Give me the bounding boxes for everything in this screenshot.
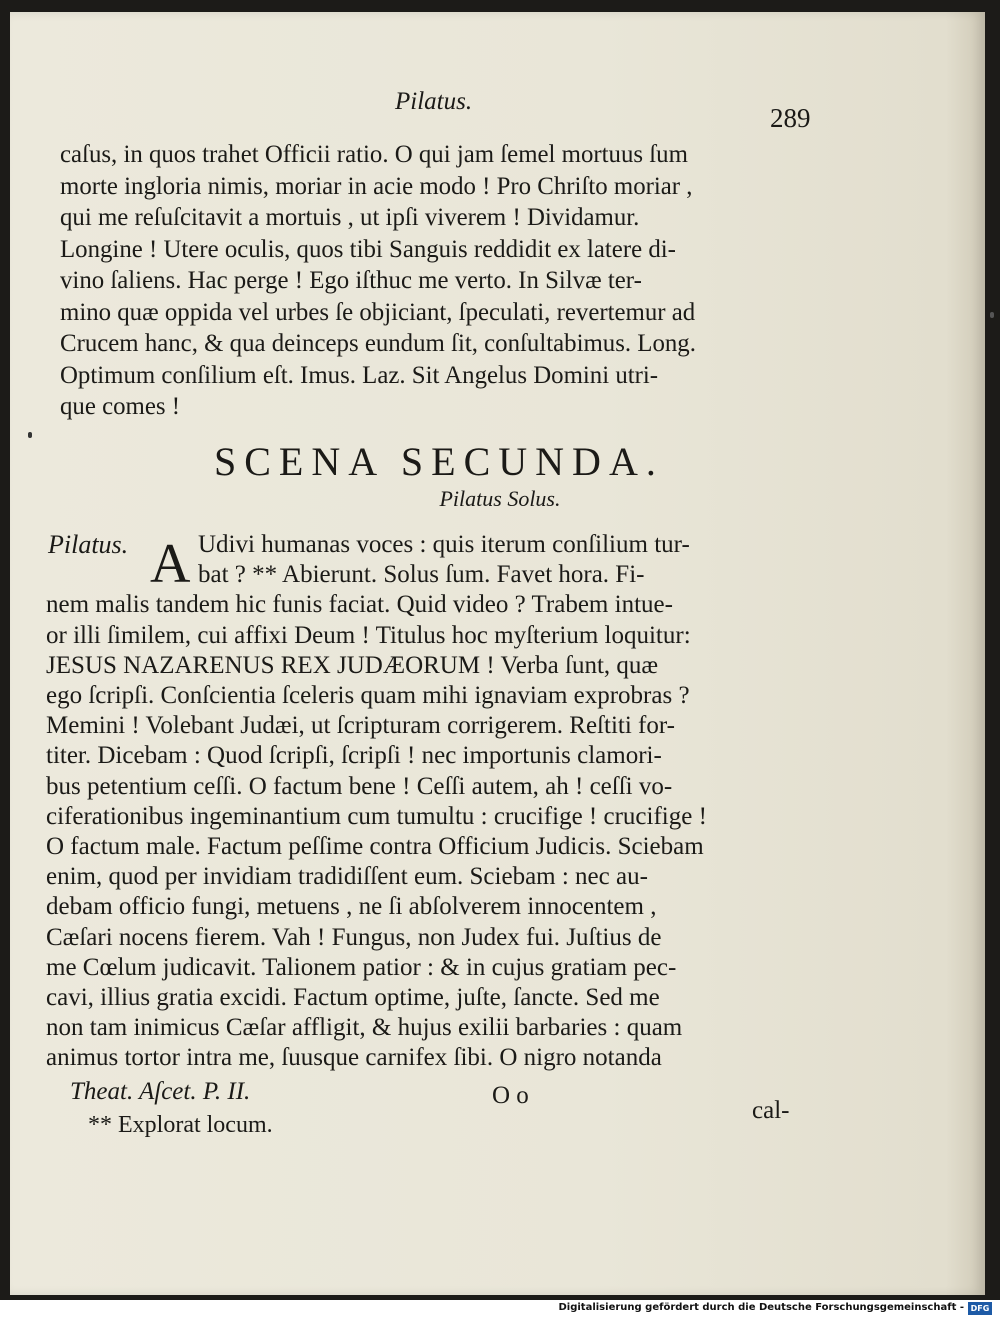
catchword: cal- [752, 1097, 790, 1124]
text-line: qui me reſuſcitavit a mortuis , ut ipſi viverem ! Dividamur. [60, 204, 640, 231]
text-line: Longine ! Utere oculis, quos tibi Sanguis reddidit ex latere di- [60, 235, 676, 263]
text-line: vino ſaliens. Hac perge ! Ego iſthuc me verto. In Silvæ ter- [60, 267, 642, 294]
text-line: Memini ! Volebant Judæi, ut ſcripturam corrigerem. Reſtiti for- [46, 712, 676, 740]
text-line: morte ingloria nimis, moriar in acie modo ! Pro Chriſto moriar , [60, 172, 693, 200]
footer-credit: Digitalisierung gefördert durch die Deutsche Forschungsgemeinschaft - [558, 1302, 964, 1313]
text-line: animus tortor intra me, ſuusque carnifex ſibi. O nigro notanda [46, 1044, 662, 1072]
scene-title: SCENA SECUNDA. [214, 439, 664, 484]
text-line: non tam inimicus Cæſar affligit, & hujus exilii barbaries : quam [46, 1014, 683, 1042]
text-line: bat ? ** Abierunt. Solus ſum. Favet hora. Fi- [198, 561, 645, 589]
text-line: Crucem hanc, & qua deinceps eundum ſit, conſultabimus. Long. [60, 330, 696, 357]
scene-subtitle: Pilatus Solus. [439, 486, 561, 511]
ink-speck [990, 312, 994, 318]
text-line: ego ſcripſi. Conſcientia ſceleris quam mihi ignaviam exprobras ? [46, 682, 690, 709]
drop-cap: A [150, 533, 191, 595]
text-line: mino quæ oppida vel urbes ſe objiciant, ſpeculati, revertemur ad [60, 298, 696, 326]
text-line: que comes ! [60, 393, 181, 420]
speaker-name: Pilatus. [48, 530, 129, 559]
text-line: or illi ſimilem, cui affixi Deum ! Titulus hoc myſterium loquitur: [46, 621, 691, 649]
text-line: cavi, illius gratia excidi. Factum optime, juſte, ſancte. Sed me [46, 984, 660, 1011]
text-line: titer. Dicebam : Quod ſcripſi, ſcripſi ! nec importunis clamori- [46, 742, 662, 770]
page-number: 289 [770, 103, 811, 133]
text-line: enim, quod per invidiam tradidiſſent eum. Sciebam : nec au- [46, 863, 648, 891]
text-line: nem malis tandem hic funis faciat. Quid video ? Trabem intue- [46, 591, 673, 619]
text-line: caſus, in quos trahet Officii ratio. O qui jam ſemel mortuus ſum [60, 141, 688, 168]
text-line: JESUS NAZARENUS REX JUDÆORUM ! Verba ſunt, quæ [46, 651, 659, 679]
text-line: ciferationibus ingeminantium cum tumultu : crucifige ! crucifige ! [46, 802, 707, 830]
footnote: ** Explorat locum. [88, 1112, 273, 1138]
text-line: bus petentium ceſſi. O factum bene ! Ceſſi autem, ah ! ceſſi vo- [46, 772, 673, 800]
text-line: me Cœlum judicavit. Talionem patior : & in cujus gratiam pec- [46, 953, 677, 981]
dfg-logo-icon: DFG [968, 1302, 992, 1315]
text-line: debam officio fungi, metuens , ne ſi abſolverem innocentem , [46, 893, 657, 921]
text-line: O factum male. Factum peſſime contra Officium Judicis. Sciebam [46, 833, 704, 860]
text-line: Cæſari nocens fierem. Vah ! Fungus, non Judex fui. Juſtius de [46, 923, 662, 951]
signature-mark: O o [492, 1082, 529, 1109]
ink-speck [28, 432, 32, 438]
text-line: Optimum conſilium eſt. Imus. Laz. Sit Angelus Domini utri- [60, 361, 659, 389]
running-head: Pilatus. [395, 88, 473, 115]
text-line: Udivi humanas voces : quis iterum conſilium tur- [198, 531, 690, 558]
signature-line: Theat. Aſcet. P. II. [70, 1078, 251, 1105]
